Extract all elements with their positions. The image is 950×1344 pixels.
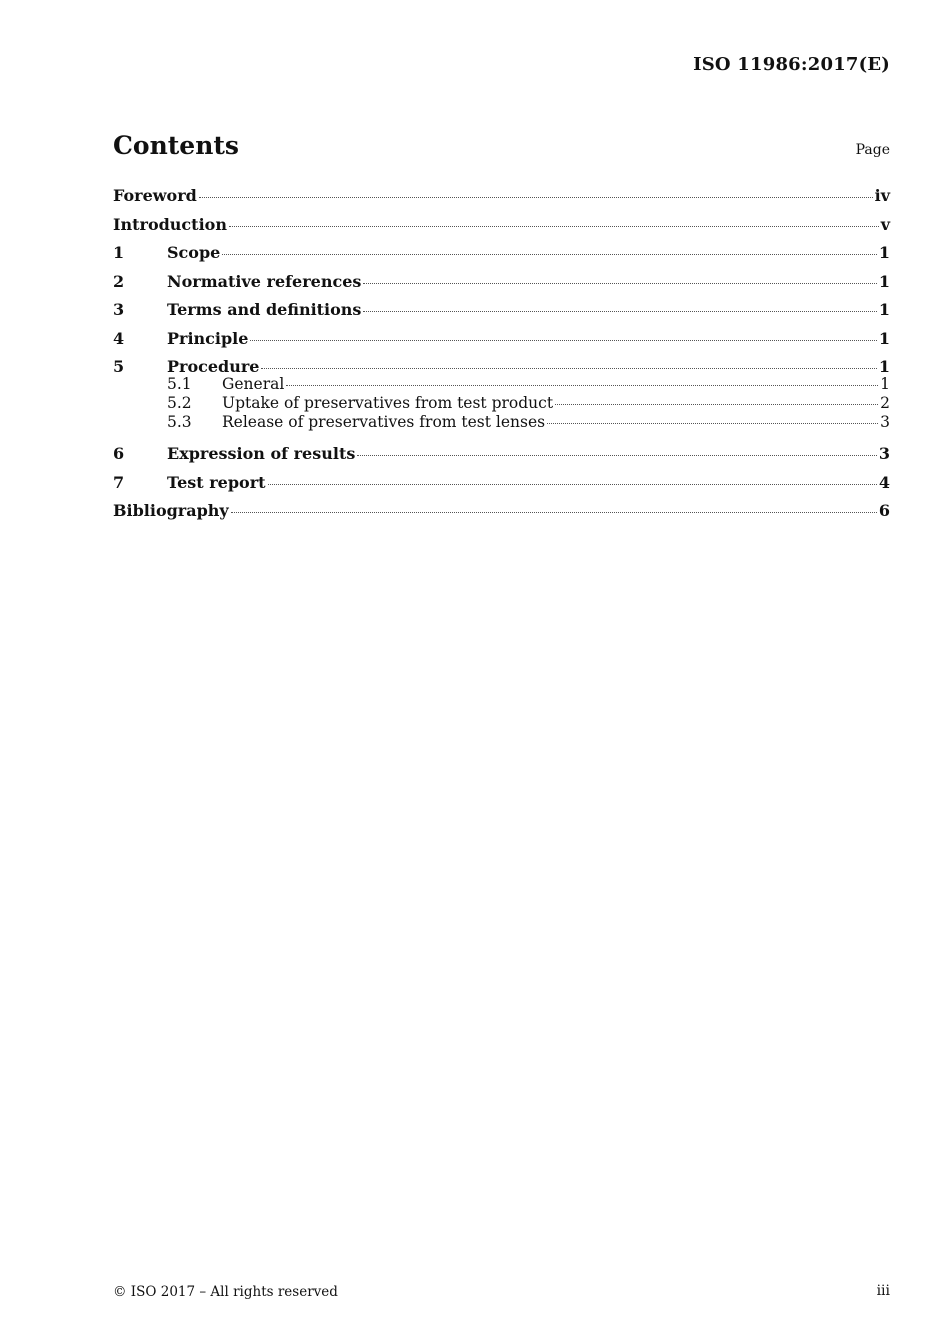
toc-entry-title: Scope [167, 243, 221, 262]
toc-dot-leader [363, 283, 876, 284]
footer-page-number: iii [876, 1283, 890, 1299]
toc-entry-number: 3 [113, 300, 125, 319]
toc-entry-principle[interactable] [113, 327, 890, 356]
toc-entry-title: Introduction [113, 214, 227, 234]
toc-dot-leader [547, 423, 878, 424]
toc-entry-number: 4 [113, 328, 125, 348]
toc-dot-leader [250, 340, 876, 341]
toc-entry-page: 4 [878, 472, 890, 492]
toc-dot-leader [229, 226, 879, 227]
toc-entry-page: 1 [878, 271, 890, 291]
toc-entry-number: 5 [113, 357, 125, 376]
toc-entry-title: Foreword [113, 186, 197, 205]
toc-dot-leader [222, 254, 877, 255]
toc-entry-page: v [880, 214, 890, 234]
toc-entry-number: 5.2 [167, 394, 192, 412]
toc-entry-number: 5.3 [167, 413, 192, 431]
toc-entry-title: General [222, 375, 285, 393]
toc-entry-page: 6 [878, 501, 890, 520]
toc-dot-leader [261, 368, 876, 369]
toc-entry-page: 2 [880, 394, 890, 412]
toc-entry-page: 1 [878, 328, 890, 348]
toc-dot-leader [555, 404, 878, 405]
toc-entry-title: Test report [167, 472, 266, 492]
toc-dot-leader [231, 512, 877, 513]
toc-entry-bibliography[interactable] [113, 499, 890, 528]
toc-entry-test-report[interactable] [113, 471, 890, 500]
toc-entry-expression-of-results[interactable] [113, 442, 890, 471]
page-column-label: Page [855, 142, 890, 158]
toc-entry-page: 1 [880, 375, 890, 393]
toc-entry-introduction[interactable] [113, 213, 890, 242]
toc-entry-release-of-preservatives[interactable] [113, 413, 890, 442]
toc-entry-general[interactable] [113, 375, 890, 394]
toc-entry-page: iv [874, 186, 890, 205]
toc-entry-title: Principle [167, 328, 249, 348]
toc-entry-number: 1 [113, 243, 125, 262]
toc-dot-leader [363, 311, 876, 312]
toc-entry-scope[interactable] [113, 241, 890, 270]
toc-entry-page: 1 [878, 357, 890, 376]
toc-entry-title: Release of preservatives from test lenses [222, 413, 546, 431]
toc-entry-title: Procedure [167, 357, 260, 376]
toc-entry-normative-references[interactable] [113, 270, 890, 299]
toc-entry-page: 3 [878, 444, 890, 463]
toc-entry-number: 5.1 [167, 375, 192, 393]
toc-dot-leader [357, 455, 877, 456]
toc-entry-number: 6 [113, 444, 125, 463]
toc-entry-page: 3 [880, 413, 890, 431]
toc-entry-title: Expression of results [167, 444, 356, 463]
toc-entry-title: Normative references [167, 271, 362, 291]
toc-entry-foreword[interactable] [113, 184, 890, 213]
toc-entry-procedure[interactable] [113, 355, 890, 375]
toc-entry-title: Bibliography [113, 501, 229, 520]
toc-entry-number: 7 [113, 472, 125, 492]
toc-entry-title: Terms and definitions [167, 300, 362, 319]
toc-entry-page: 1 [878, 243, 890, 262]
toc-entry-page: 1 [878, 300, 890, 319]
toc-dot-leader [286, 385, 878, 386]
toc-dot-leader [199, 197, 873, 198]
toc-entry-uptake-of-preservatives[interactable] [113, 394, 890, 413]
toc-entry-title: Uptake of preservatives from test product [222, 394, 554, 412]
page-title: Contents [113, 131, 240, 160]
toc-entry-terms-and-definitions[interactable] [113, 298, 890, 327]
document-id: ISO 11986:2017(E) [693, 54, 890, 75]
toc-entry-number: 2 [113, 271, 125, 291]
table-of-contents [113, 184, 890, 528]
footer-copyright: © ISO 2017 – All rights reserved [113, 1284, 338, 1300]
toc-dot-leader [268, 484, 877, 485]
